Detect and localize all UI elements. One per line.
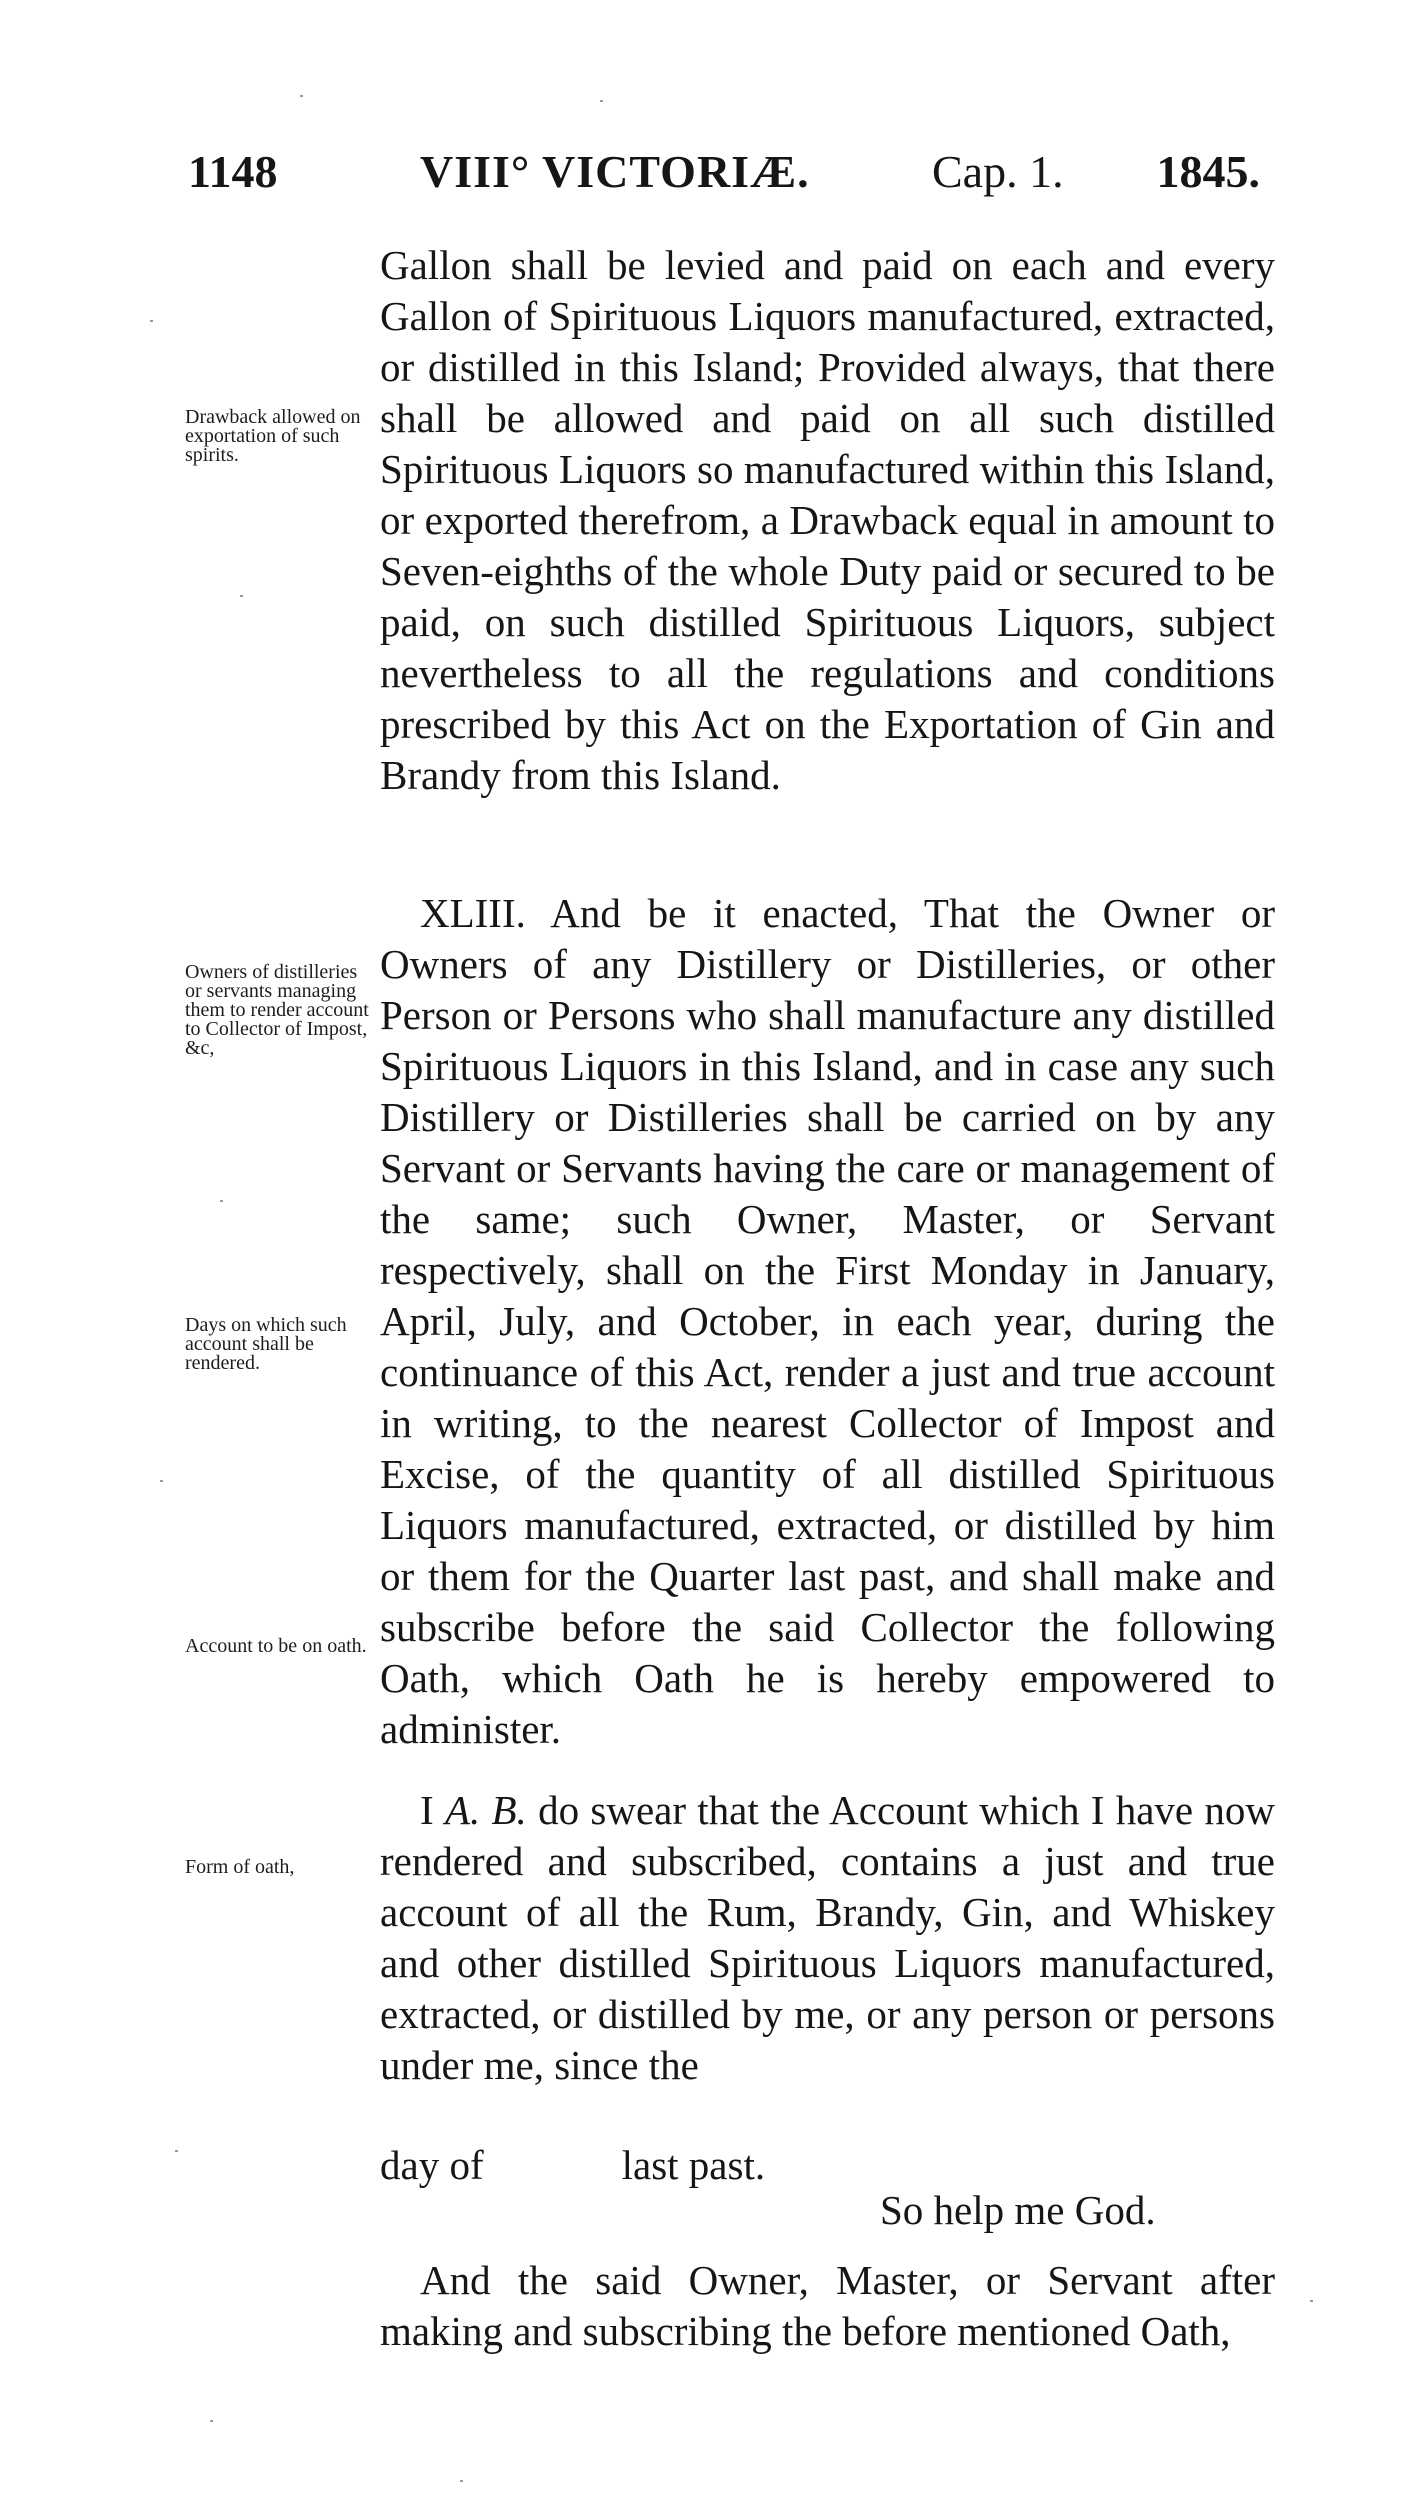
margin-note-owners-account: Owners of distilleries or servants managing them to render account to Collector of Impost, &c,	[185, 961, 369, 1059]
margin-note-oath: Account to be on oath.	[185, 1635, 367, 1657]
paragraph-oath	[380, 1785, 1275, 2091]
scan-speck	[150, 320, 153, 322]
running-header	[180, 145, 1260, 205]
oath-body: do swear that the Account which I have now rendered and subscribed, contains a just and true account of all the Rum, Brandy, Gin, and Whiskey and other distilled Spirituous Liquors manufactured, extracted, or distilled by me, or any person or persons under me, since the	[380, 1787, 1276, 2088]
scan-speck	[160, 1480, 163, 1482]
paragraph-after-oath: And the said Owner, Master, or Servant after making and subscribing the before mentioned Oath,	[380, 2257, 1275, 2354]
scan-speck	[240, 595, 243, 597]
oath-prefix: I	[420, 1787, 434, 1833]
oath-name-placeholder: A. B.	[444, 1787, 527, 1833]
oath-last-past: last past.	[621, 2142, 766, 2188]
margin-note-days: Days on which such account shall be rendered.	[185, 1314, 347, 1374]
paragraph-drawback: Gallon shall be levied and paid on each and every Gallon of Spirituous Liquors manufactured, extracted, or distilled in this Island; Provided always, that there shall be allowed and paid on all such distilled Spirituous Liquors so manufactured within this Island, or exported therefrom, a Drawback equal in amount to Seven-eighths of the whole Duty paid or secured to be paid, on such distilled Spirituous Liquors, subject nevertheless to all the regulations and conditions prescribed by this Act on the Exportation of Gin and Brandy from this Island.	[380, 242, 1275, 798]
scan-speck	[1310, 2300, 1313, 2302]
scan-speck	[210, 2420, 213, 2422]
oath-closing: So help me God.	[880, 2187, 1156, 2233]
scan-speck	[220, 1200, 223, 1202]
scan-speck	[460, 2480, 463, 2482]
reign-title: VIII° VICTORIÆ.	[420, 146, 810, 197]
year-label: 1845.	[1156, 146, 1260, 197]
oath-date-line	[380, 2140, 765, 2191]
oath-day-of: day of	[380, 2142, 484, 2188]
scan-speck	[300, 95, 303, 97]
scan-speck	[175, 2150, 178, 2152]
scan-speck	[600, 100, 603, 102]
margin-note-form-of-oath: Form of oath,	[185, 1856, 295, 1878]
chapter-label: Cap. 1.	[932, 146, 1064, 197]
page-number: 1148	[188, 146, 278, 197]
paragraph-section-xliii: XLIII. And be it enacted, That the Owner or Owners of any Distillery or Distilleries, or other Person or Persons who shall manufacture any distilled Spirituous Liquors in this Island, and in case any such Distillery or Distilleries shall be carried on by any Servant or Servants having the care or management of the same; such Owner, Master, or Servant respectively, shall on the First Monday in January, April, July, and October, in each year, during the continuance of this Act, render a just and true account in writing, to the nearest Collector of Impost and Excise, of the quantity of all distilled Spirituous Liquors manufactured, extracted, or distilled by him or them for the Quarter last past, and shall make and subscribe before the said Collector the following Oath, which Oath he is hereby empowered to administer.	[380, 890, 1275, 1752]
margin-note-drawback: Drawback allowed on exportation of such spirits.	[185, 406, 361, 466]
